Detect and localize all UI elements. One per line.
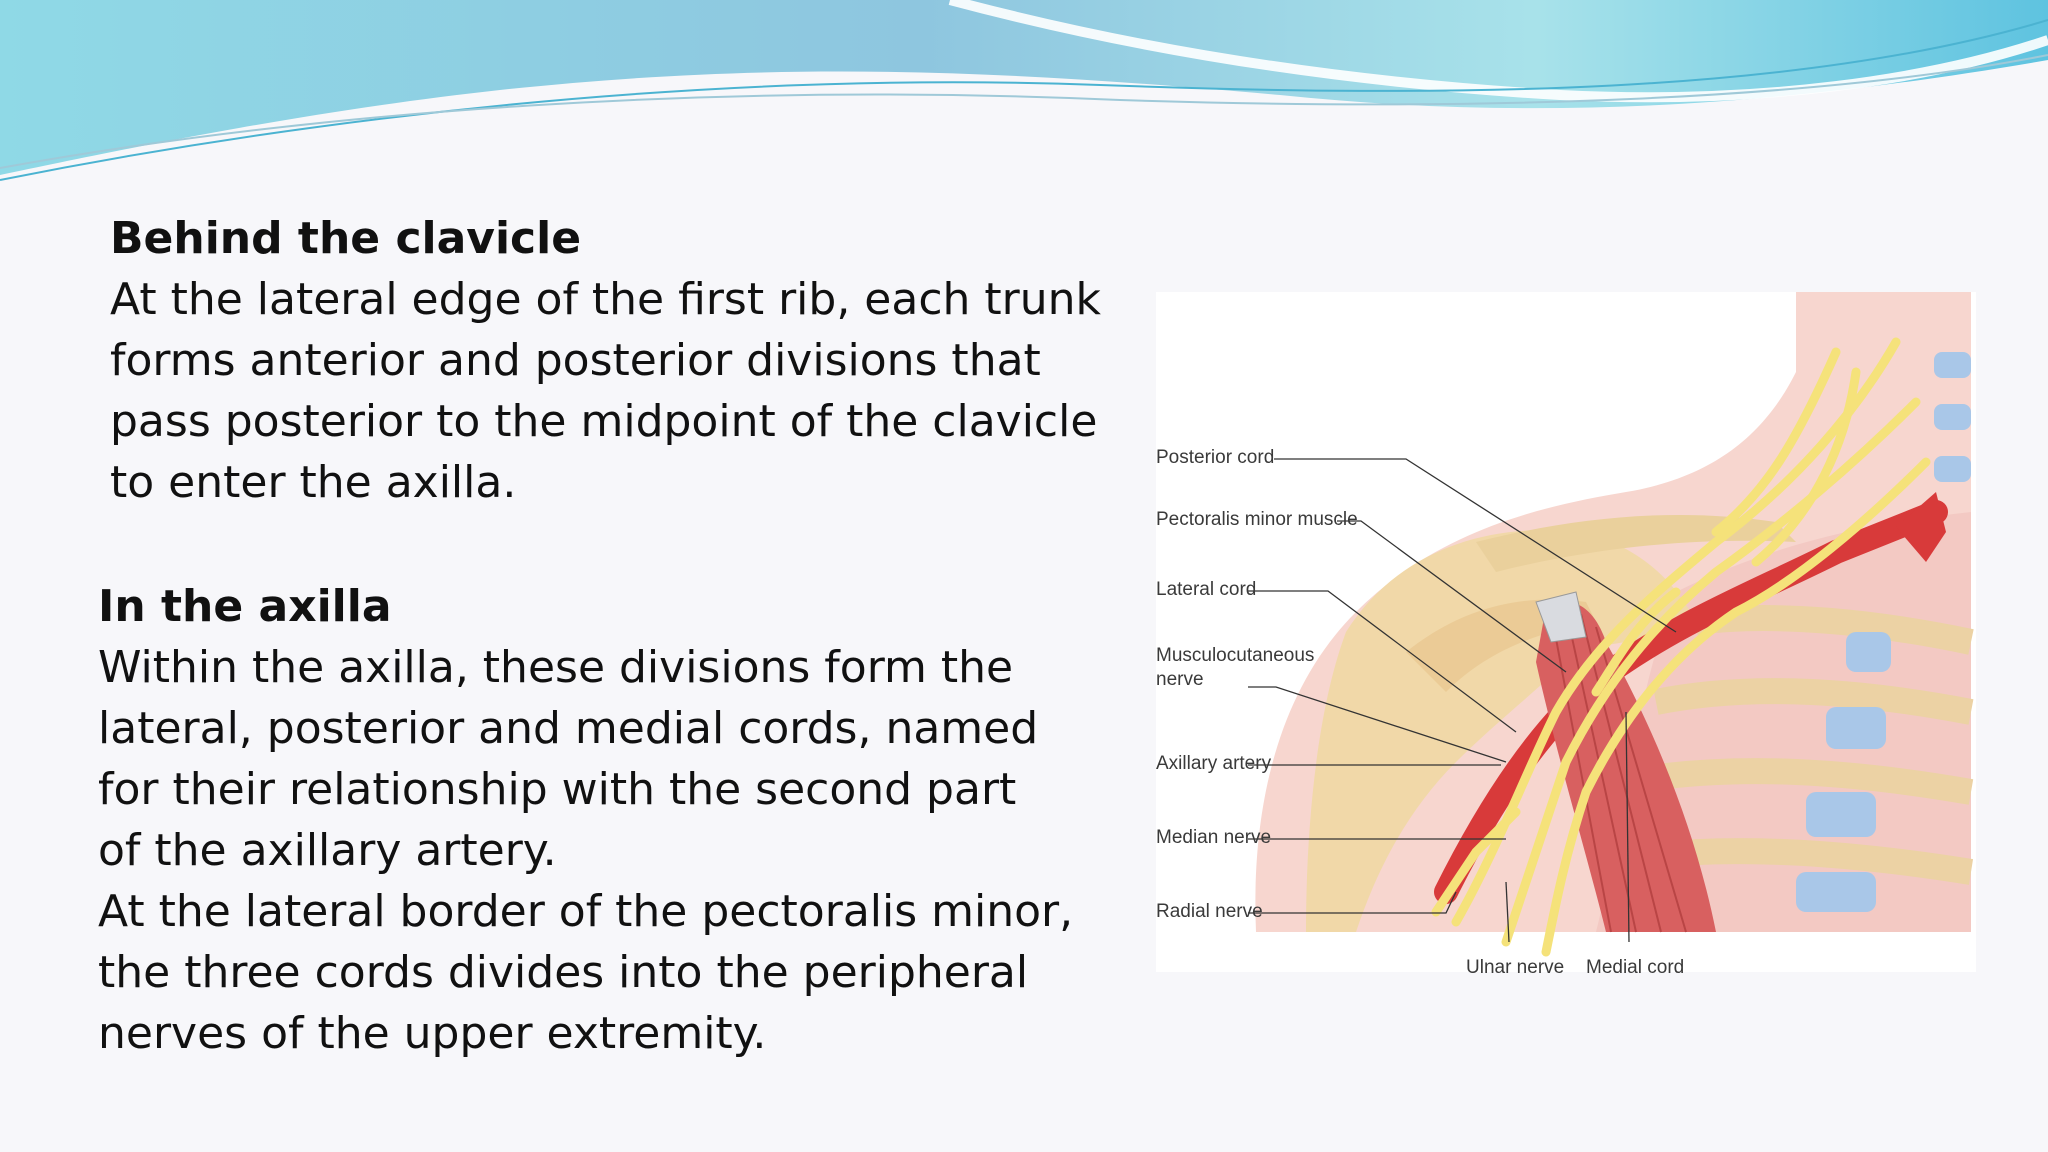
label-ulnar-nerve: Ulnar nerve: [1466, 957, 1565, 978]
header-wave-decoration: [0, 0, 2048, 190]
label-pectoralis-minor-muscle: Pectoralis minor muscle: [1156, 509, 1358, 530]
label-radial-nerve: Radial nerve: [1156, 901, 1263, 922]
paragraph-line: the three cords divides into the peripheral: [98, 947, 1029, 998]
label-lateral-cord: Lateral cord: [1156, 579, 1257, 600]
paragraph-line: forms anterior and posterior divisions that: [110, 335, 1041, 386]
paragraph-line: Within the axilla, these divisions form the: [98, 642, 1014, 693]
paragraph-line: for their relationship with the second part: [98, 764, 1017, 815]
label-axillary-artery: Axillary artery: [1156, 753, 1272, 774]
paragraph-line: nerves of the upper extremity.: [98, 1008, 767, 1059]
paragraph-line: of the axillary artery.: [98, 825, 557, 876]
label-median-nerve: Median nerve: [1156, 827, 1272, 848]
label-medial-cord: Medial cord: [1586, 957, 1685, 978]
brachial-plexus-figure: [1156, 292, 1976, 982]
paragraph-line: to enter the axilla.: [110, 457, 517, 508]
heading-in-axilla: In the axilla: [98, 581, 392, 632]
heading-behind-clavicle: Behind the clavicle: [110, 213, 582, 264]
label-musculocutaneous-nerve-1: Musculocutaneous: [1156, 645, 1315, 666]
label-posterior-cord: Posterior cord: [1156, 447, 1275, 468]
paragraph-line: lateral, posterior and medial cords, named: [98, 703, 1039, 754]
paragraph-line: At the lateral edge of the first rib, each trunk: [110, 274, 1101, 325]
paragraph-line: At the lateral border of the pectoralis minor,: [98, 886, 1074, 937]
label-musculocutaneous-nerve-2: nerve: [1156, 669, 1204, 690]
paragraph-line: pass posterior to the midpoint of the clavicle: [110, 396, 1098, 447]
figure-leader-lines: [1156, 292, 1976, 982]
